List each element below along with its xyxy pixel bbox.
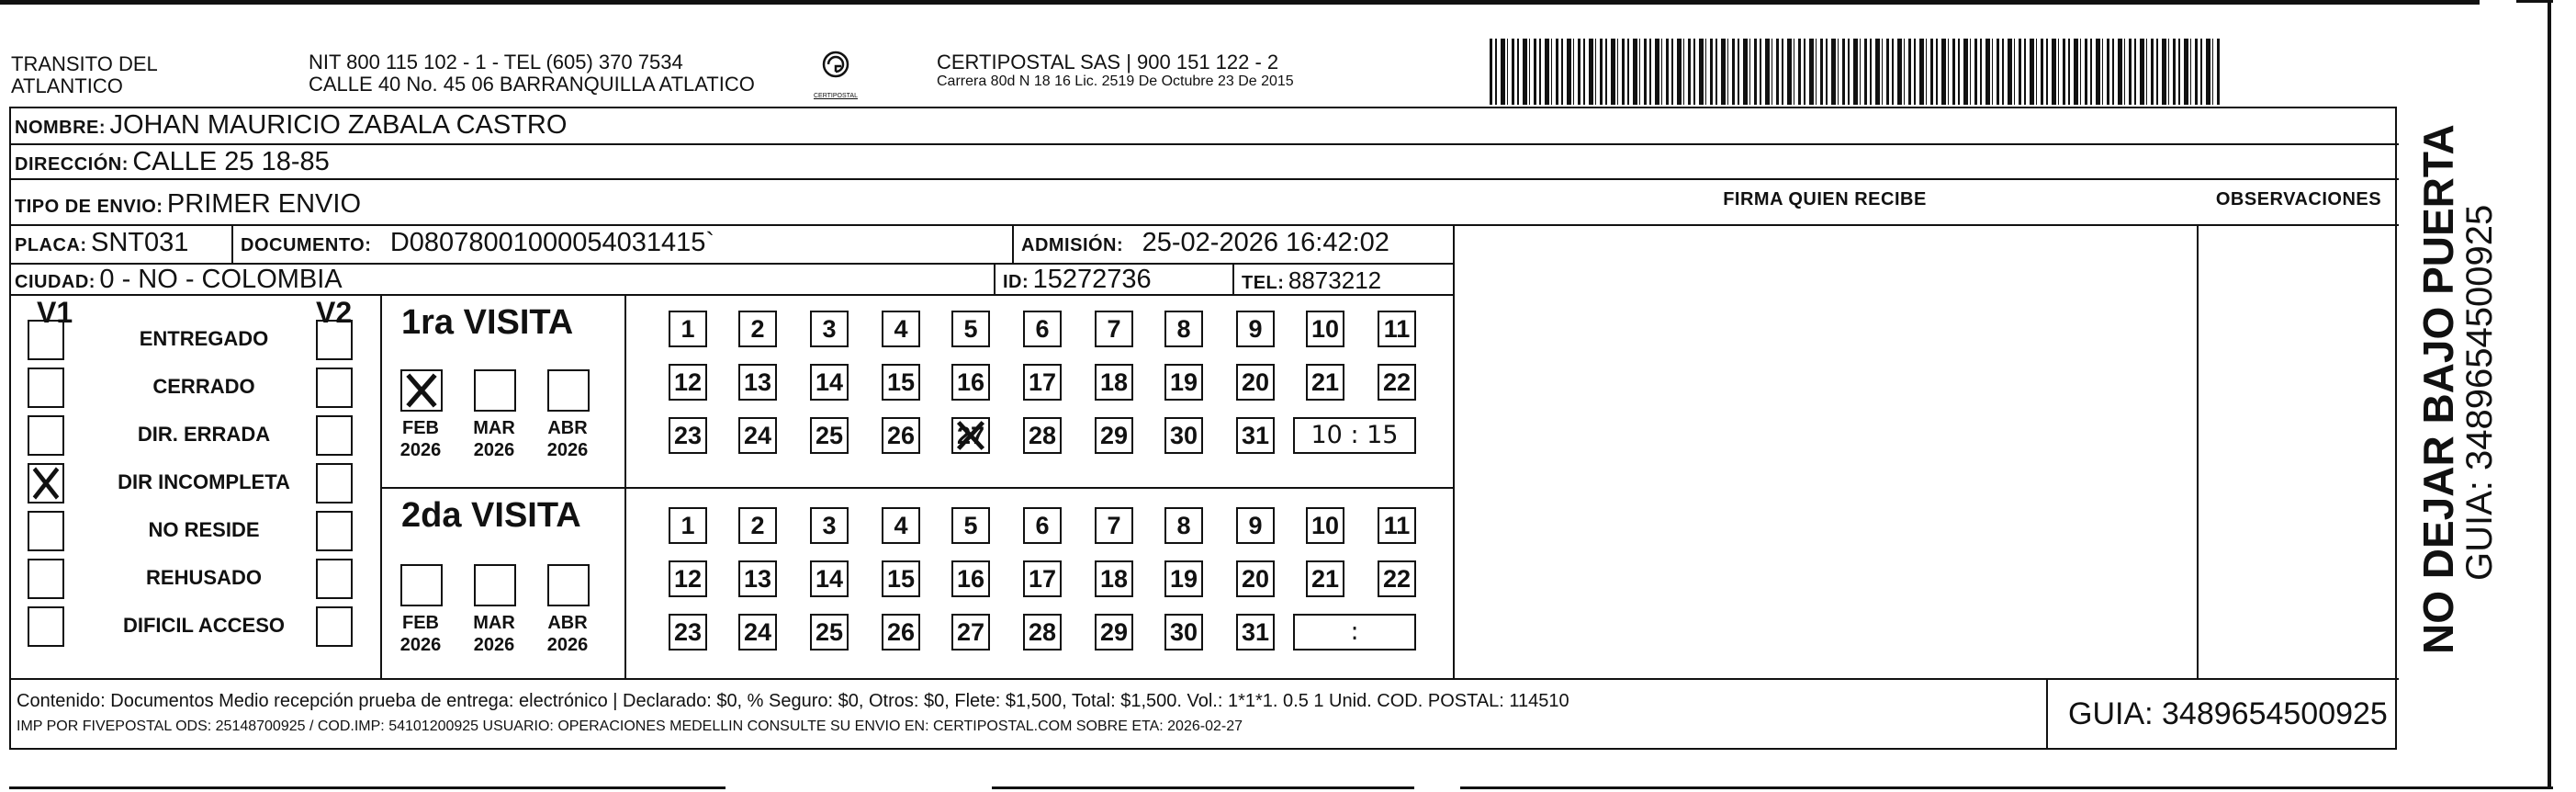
footer-divider (2046, 678, 2048, 750)
visit-separator (380, 487, 1453, 489)
day-box[interactable]: 19 (1164, 560, 1203, 597)
day-box[interactable]: 22 (1378, 364, 1416, 401)
day-box[interactable]: 28 (1023, 417, 1062, 454)
certipostal-logo: CERTIPOSTAL (808, 50, 863, 96)
direccion-label: DIRECCIÓN: (15, 154, 129, 175)
observaciones-header: OBSERVACIONES (2215, 189, 2382, 209)
placa-label: PLACA: (15, 235, 87, 255)
tel-field (1242, 266, 1381, 295)
day-box[interactable]: 26 (882, 614, 920, 651)
day-box[interactable]: 4 (882, 507, 920, 544)
day-box[interactable]: 1 (669, 311, 707, 347)
firma-header: FIRMA QUIEN RECIBE (1723, 189, 1927, 209)
status-option-label: DIR INCOMPLETA (118, 470, 290, 493)
month-label: FEB 2026 (393, 612, 448, 656)
v2-checkbox[interactable] (316, 511, 353, 551)
month-checkbox[interactable] (547, 369, 590, 412)
tel-value: 8873212 (1288, 266, 1382, 294)
month-year: 2026 (546, 440, 589, 460)
bottom-rule (992, 786, 1414, 789)
contenido-text: Contenido: Documentos Medio recepción prueba de entrega: electrónico | Declarado: $0, % Seguro: $0, Otros: $0, Flete: $1,500, Total: $1,500. Vol.: 1*1*1. 0.5 1 Unid. COD. POSTAL: 114510 (17, 691, 1569, 711)
cell-divider (1012, 224, 1014, 263)
admision-value: 25-02-2026 16:42:02 (1142, 228, 1389, 257)
day-box[interactable]: 15 (882, 560, 920, 597)
day-box[interactable]: 14 (810, 560, 849, 597)
day-box[interactable]: 11 (1378, 311, 1416, 347)
v2-checkbox[interactable] (316, 415, 353, 456)
visit1-title: 1ra VISITA (401, 303, 574, 342)
day-box[interactable]: 26 (882, 417, 920, 454)
month-year: 2026 (473, 440, 515, 460)
visit-time[interactable]: 10 : 15 (1293, 417, 1416, 454)
day-box[interactable]: 21 (1306, 364, 1344, 401)
admision-field (1021, 228, 1389, 258)
status-option-label: NO RESIDE (148, 518, 260, 541)
courier-info: CERTIPOSTAL SAS | 900 151 122 - 2 Carrera 80d N 18 16 Lic. 2519 De Octubre 23 De 2015 (937, 51, 1294, 89)
bottom-rule (9, 786, 726, 789)
cell-divider (1232, 263, 1234, 294)
v2-checkbox[interactable] (316, 368, 353, 408)
day-box[interactable]: 18 (1095, 364, 1133, 401)
nombre-value: JOHAN MAURICIO ZABALA CASTRO (109, 110, 568, 140)
day-box[interactable]: 21 (1306, 560, 1344, 597)
tipo-envio-field (15, 189, 361, 220)
row-divider (11, 224, 2399, 226)
footer-guia: GUIA: 3489654500925 (2068, 696, 2388, 731)
day-number: 27 (956, 422, 985, 449)
day-box[interactable]: 6 (1023, 507, 1062, 544)
v1-header: V1 (37, 296, 73, 329)
day-box[interactable]: 24 (738, 614, 777, 651)
right-border (2548, 0, 2551, 788)
direccion-value: CALLE 25 18-85 (132, 147, 330, 176)
day-box[interactable]: 7 (1095, 507, 1133, 544)
documento-label: DOCUMENTO: (241, 235, 372, 255)
v1-checkbox[interactable] (28, 415, 64, 456)
month-year: 2026 (399, 440, 442, 460)
status-option-label: DIR. ERRADA (137, 423, 271, 446)
day-box[interactable]: 19 (1164, 364, 1203, 401)
status-option-label: ENTREGADO (139, 327, 269, 350)
day-box[interactable]: 6 (1023, 311, 1062, 347)
month-year: 2026 (473, 635, 515, 655)
day-box[interactable]: 18 (1095, 560, 1133, 597)
day-box[interactable]: 7 (1095, 311, 1133, 347)
month-checkbox[interactable] (547, 564, 590, 606)
day-box[interactable]: 16 (951, 364, 990, 401)
day-box[interactable]: 31 (1236, 614, 1275, 651)
ciudad-label: CIUDAD: (15, 272, 96, 292)
month-label: FEB 2026 (393, 417, 448, 461)
placa-value: SNT031 (91, 228, 189, 257)
day-box[interactable]: 10 (1306, 507, 1344, 544)
row-divider (11, 143, 2399, 145)
day-box[interactable]: 31 (1236, 417, 1275, 454)
v1-checkbox-checked[interactable] (28, 463, 64, 503)
tipo-value: PRIMER ENVIO (166, 189, 362, 219)
direccion-field (15, 147, 330, 177)
v2-checkbox[interactable] (316, 559, 353, 599)
ciudad-value: 0 - NO - COLOMBIA (99, 265, 343, 294)
month-checkbox[interactable] (474, 369, 516, 412)
day-box[interactable]: 3 (810, 507, 849, 544)
day-box[interactable]: 13 (738, 364, 777, 401)
month-checkbox-checked[interactable] (400, 369, 443, 412)
row-divider (11, 678, 2399, 680)
day-box[interactable]: 24 (738, 417, 777, 454)
v1-checkbox[interactable] (28, 320, 64, 360)
day-box[interactable]: 12 (669, 560, 707, 597)
month-label: MAR 2026 (467, 417, 522, 461)
day-box-checked[interactable] (951, 417, 990, 454)
day-box[interactable]: 13 (738, 560, 777, 597)
day-box[interactable]: 9 (1236, 311, 1275, 347)
imp-text: IMP POR FIVEPOSTAL ODS: 25148700925 / COD.IMP: 54101200925 USUARIO: OPERACIONES MEDELLIN CONSULTE SU ENVIO EN: CERTIPOSTAL.COM SOBRE ETA: 2026-02-27 (17, 718, 1243, 734)
day-box[interactable]: 27 (951, 614, 990, 651)
day-box[interactable]: 8 (1164, 507, 1203, 544)
day-box[interactable]: 1 (669, 507, 707, 544)
status-option-label: REHUSADO (146, 566, 262, 589)
day-box[interactable]: 22 (1378, 560, 1416, 597)
documento-value: D08078001000054031415` (389, 228, 715, 257)
visit-time[interactable]: : (1293, 614, 1416, 651)
month-year: 2026 (546, 635, 589, 655)
tel-label: TEL: (1242, 273, 1285, 293)
column-divider (2197, 224, 2199, 678)
day-box[interactable]: 29 (1095, 614, 1133, 651)
barcode (1490, 39, 2222, 105)
visit2-title: 2da VISITA (401, 496, 581, 535)
day-box[interactable]: 16 (951, 560, 990, 597)
visit-divider (624, 294, 626, 678)
day-box[interactable]: 8 (1164, 311, 1203, 347)
cell-divider (231, 224, 233, 263)
day-box[interactable]: 5 (951, 311, 990, 347)
v2-header: V2 (316, 296, 353, 329)
id-value: 15272736 (1032, 265, 1152, 294)
month-label: ABR 2026 (540, 612, 595, 656)
ciudad-field (15, 265, 343, 295)
v1-checkbox[interactable] (28, 559, 64, 599)
month-label: ABR 2026 (540, 417, 595, 461)
documento-field (241, 228, 714, 258)
day-box[interactable]: 10 (1306, 311, 1344, 347)
status-divider (380, 294, 382, 678)
no-dejar-bajo-puerta: NO DEJAR BAJO PUERTA (2414, 124, 2462, 654)
day-box[interactable]: 23 (669, 614, 707, 651)
cell-divider (994, 263, 996, 294)
v2-checkbox[interactable] (316, 606, 353, 647)
day-box[interactable]: 14 (810, 364, 849, 401)
nombre-label: NOMBRE: (15, 118, 107, 138)
status-option-label: DIFICIL ACCESO (122, 614, 285, 637)
tipo-label: TIPO DE ENVIO: (15, 197, 163, 217)
day-box[interactable]: 20 (1236, 560, 1275, 597)
day-box[interactable]: 2 (738, 311, 777, 347)
day-box[interactable]: 30 (1164, 614, 1203, 651)
day-box[interactable]: 4 (882, 311, 920, 347)
day-box[interactable]: 9 (1236, 507, 1275, 544)
id-field (1003, 265, 1152, 295)
nombre-field (15, 110, 567, 141)
top-rule (0, 0, 2480, 5)
day-box[interactable]: 20 (1236, 364, 1275, 401)
day-box[interactable]: 12 (669, 364, 707, 401)
day-box[interactable]: 2 (738, 507, 777, 544)
month-checkbox[interactable] (474, 564, 516, 606)
company-name: TRANSITO DEL ATLANTICO (11, 52, 158, 97)
day-box[interactable]: 25 (810, 614, 849, 651)
id-label: ID: (1003, 272, 1029, 292)
day-box[interactable]: 30 (1164, 417, 1203, 454)
v1-checkbox[interactable] (28, 511, 64, 551)
side-guia: GUIA: 3489654500925 (2459, 204, 2500, 581)
delivery-form (9, 107, 2397, 750)
day-box[interactable]: 17 (1023, 560, 1062, 597)
day-box[interactable]: 28 (1023, 614, 1062, 651)
bottom-rule (1460, 786, 2553, 789)
admision-label: ADMISIÓN: (1021, 235, 1124, 255)
status-option-label: CERRADO (152, 375, 255, 398)
day-box[interactable]: 23 (669, 417, 707, 454)
day-box[interactable]: 3 (810, 311, 849, 347)
v1-checkbox[interactable] (28, 606, 64, 647)
v2-checkbox[interactable] (316, 320, 353, 360)
day-box[interactable]: 5 (951, 507, 990, 544)
day-box[interactable]: 25 (810, 417, 849, 454)
company-contact: NIT 800 115 102 - 1 - TEL (605) 370 7534 CALLE 40 No. 45 06 BARRANQUILLA ATLATICO (309, 51, 755, 96)
column-divider (1453, 224, 1455, 678)
row-divider (11, 178, 2399, 180)
day-box[interactable]: 15 (882, 364, 920, 401)
v2-checkbox[interactable] (316, 463, 353, 503)
v1-checkbox[interactable] (28, 368, 64, 408)
day-box[interactable]: 11 (1378, 507, 1416, 544)
month-year: 2026 (399, 635, 442, 655)
day-box[interactable]: 17 (1023, 364, 1062, 401)
month-checkbox[interactable] (400, 564, 443, 606)
month-label: MAR 2026 (467, 612, 522, 656)
day-box[interactable]: 29 (1095, 417, 1133, 454)
placa-field (15, 228, 188, 258)
